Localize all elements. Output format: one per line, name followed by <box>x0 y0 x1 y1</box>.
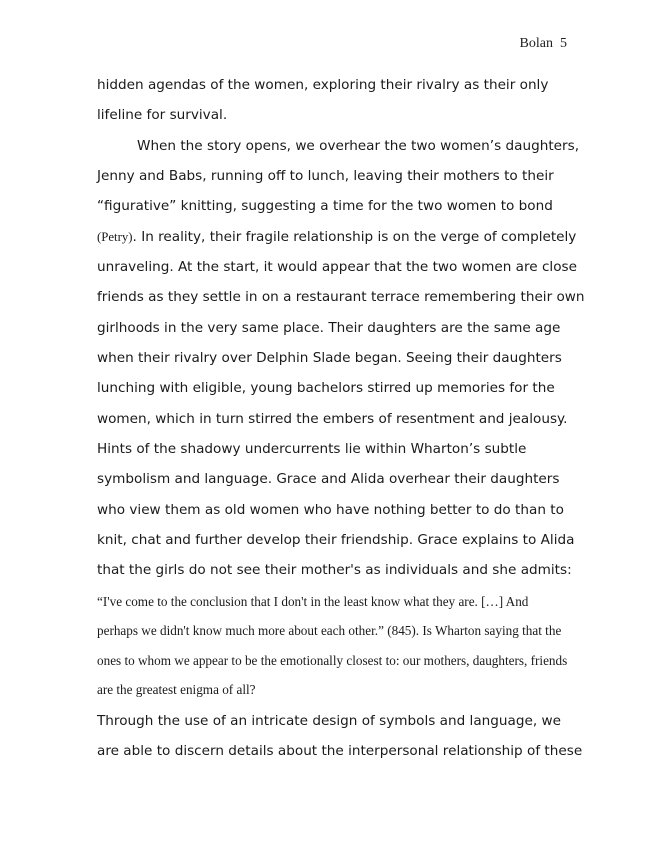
body-line: are able to discern details about the interpersonal relationship of these <box>97 743 583 759</box>
body-line: girlhoods in the very same place. Their daughters are the same age <box>97 320 561 336</box>
body-line: lunching with eligible, young bachelors stirred up memories for the <box>97 380 555 396</box>
body-line: when their rivalry over Delphin Slade began. Seeing their daughters <box>97 350 562 366</box>
body-line <box>97 229 576 245</box>
quote-line: ones to whom we appear to be the emotionally closest to: our mothers, daughters, friends <box>97 653 568 668</box>
body-line: lifeline for survival. <box>97 107 228 123</box>
body-line: “figurative” knitting, suggesting a time for the two women to bond <box>97 198 553 214</box>
citation: (Petry) <box>97 230 133 244</box>
running-header <box>520 36 567 52</box>
body-line: women, which in turn stirred the embers of resentment and jealousy. <box>97 411 568 427</box>
paragraph-first-line: When the story opens, we overhear the two women’s daughters, <box>137 138 580 154</box>
body-line: unraveling. At the start, it would appear that the two women are close <box>97 259 577 275</box>
body-line: Through the use of an intricate design of symbols and language, we <box>97 713 561 729</box>
body-line: friends as they settle in on a restaurant terrace remembering their own <box>97 289 585 305</box>
quote-line: “I've come to the conclusion that I don't in the least know what they are. […] And <box>97 594 529 609</box>
quote-line: are the greatest enigma of all? <box>97 682 256 697</box>
body-line: who view them as old women who have nothing better to do than to <box>97 502 564 518</box>
quote-line: perhaps we didn't know much more about each other.” (845). Is Wharton saying that the <box>97 623 562 638</box>
body-line: knit, chat and further develop their friendship. Grace explains to Alida <box>97 532 575 548</box>
body-line-text: . In reality, their fragile relationship is on the verge of completely <box>132 229 577 245</box>
body-line: hidden agendas of the women, exploring their rivalry as their only <box>97 77 549 93</box>
body-line: symbolism and language. Grace and Alida overhear their daughters <box>97 471 560 487</box>
header-page-number: 5 <box>560 36 567 51</box>
body-line: Jenny and Babs, running off to lunch, leaving their mothers to their <box>97 168 554 184</box>
body-line: that the girls do not see their mother's as individuals and she admits: <box>97 562 572 578</box>
body-line: Hints of the shadowy undercurrents lie within Wharton’s subtle <box>97 441 527 457</box>
header-author: Bolan <box>519 36 553 51</box>
